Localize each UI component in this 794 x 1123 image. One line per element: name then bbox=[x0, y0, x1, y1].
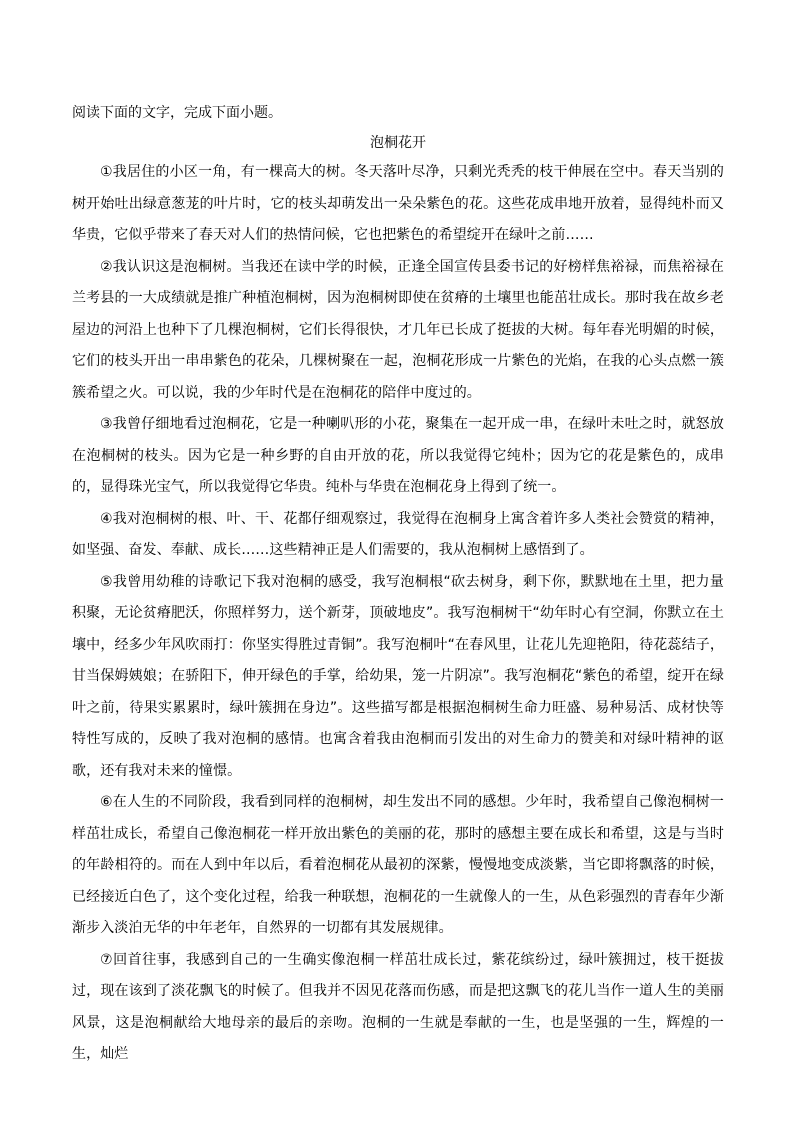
paragraph-5: ⑤我曾用幼稚的诗歌记下我对泡桐的感受，我写泡桐根“砍去树身，剩下你，默默地在土里，把力量积聚，无论贫瘠肥沃，你照样努力，送个新芽，顶破地皮”。我写泡桐树干“幼年时心有空洞，你默立在土壤中，经多少年风吹雨打：你坚实得胜过青铜”。我写泡桐叶“在春风里，让花儿先迎艳阳，待花蕊结子，甘当保姆姨娘；在骄阳下，伸开绿色的手掌，给幼果，笼一片阴凉”。我写泡桐花“紫色的希望，绽开在绿叶之前，待果实累累时，绿叶簇拥在身边”。这些描写都是根据泡桐树生命力旺盛、易种易活、成材快等特性写成的，反映了我对泡桐的感情。也寓含着我由泡桐而引发出的对生命力的赞美和对绿叶精神的讴歌，还有我对未来的憧憬。 bbox=[72, 573, 724, 779]
article-title: 泡桐花开 bbox=[370, 135, 426, 151]
paragraph-3: ③我曾仔细地看过泡桐花，它是一种喇叭形的小花，聚集在一起开成一串，在绿叶未吐之时，就怒放在泡桐树的枝头。因为它是一种乡野的自由开放的花，所以我觉得它纯朴；因为它的花是紫色的，成串的，显得珠光宝气，所以我觉得它华贵。纯朴与华贵在泡桐花身上得到了统一。 bbox=[72, 416, 724, 495]
paragraph-4: ④我对泡桐树的根、叶、干、花都仔细观察过，我觉得在泡桐身上寓含着许多人类社会赞赏的精神，如坚强、奋发、奉献、成长……这些精神正是人们需要的，我从泡桐树上感悟到了。 bbox=[72, 510, 724, 558]
paragraph-6: ⑥在人生的不同阶段，我看到同样的泡桐树，却生发出不同的感想。少年时，我希望自己像泡桐树一样茁壮成长，希望自己像泡桐花一样开放出紫色的美丽的花，那时的感想主要在成长和希望，这是与当时的年龄相符的。而在人到中年以后，看着泡桐花从最初的深紫，慢慢地变成淡紫，当它即将飘落的时候，已经接近白色了，这个变化过程，给我一种联想，泡桐花的一生就像人的一生，从色彩强烈的青春年少渐渐步入淡泊无华的中年老年，自然界的一切都有其发展规律。 bbox=[72, 794, 724, 936]
document-page bbox=[72, 99, 724, 1071]
paragraph-7: ⑦回首往事，我感到自己的一生确实像泡桐一样茁壮成长过，紫花缤纷过，绿叶簇拥过，枝干挺拔过，现在该到了淡花飘飞的时候了。但我并不因见花落而伤感，而是把这飘飞的花儿当作一道人生的美丽风景，这是泡桐献给大地母亲的最后的亲吻。泡桐的一生就是奉献的一生，也是坚强的一生，辉煌的一生，灿烂 bbox=[72, 951, 724, 1062]
question-instruction: 阅读下面的文字，完成下面小题。 bbox=[72, 105, 282, 121]
paragraph-1: ①我居住的小区一角，有一棵高大的树。冬天落叶尽净，只剩光秃秃的枝干伸展在空中。春天当别的树开始吐出绿意葱茏的叶片时，它的枝头却萌发出一朵朵紫色的花。这些花成串地开放着，显得纯朴而又华贵，它似乎带来了春天对人们的热情问候，它也把紫色的希望绽开在绿叶之前…… bbox=[72, 164, 724, 243]
paragraph-2: ②我认识这是泡桐树。当我还在读中学的时候，正逢全国宣传县委书记的好榜样焦裕禄，而焦裕禄在兰考县的一大成绩就是推广种植泡桐树，因为泡桐树即使在贫瘠的土壤里也能茁壮成长。那时我在故乡老屋边的河沿上也种下了几棵泡桐树，它们长得很快，才几年已长成了挺拔的大树。每年春光明媚的时候，它们的枝头开出一串串紫色的花朵，几棵树聚在一起，泡桐花形成一片紫色的光焰，在我的心头点燃一簇簇希望之火。可以说，我的少年时代是在泡桐花的陪伴中度过的。 bbox=[72, 258, 724, 401]
